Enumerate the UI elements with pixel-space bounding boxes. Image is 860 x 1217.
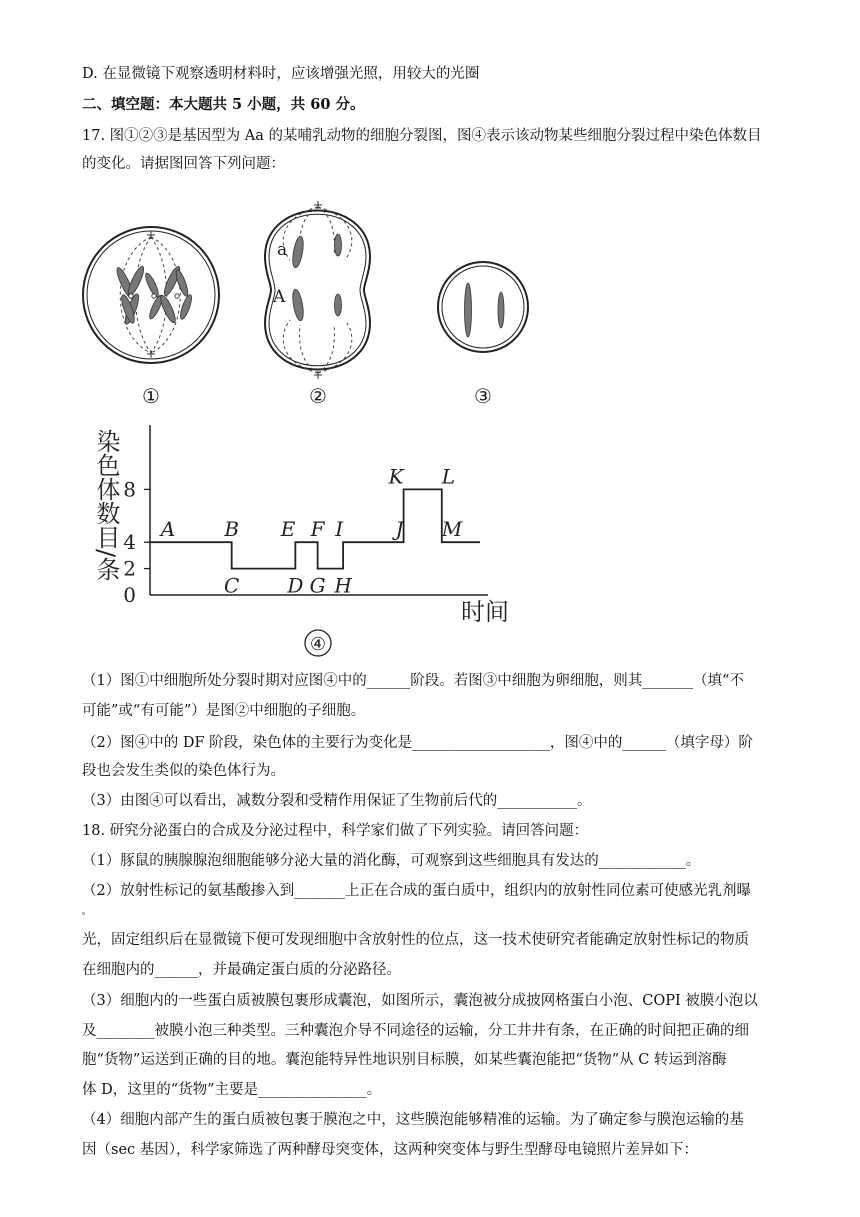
- point-label-C: C: [224, 573, 240, 598]
- point-label-D: D: [287, 573, 304, 598]
- q18-part3-cont2: 胞“货物”运送到正确的目的地。囊泡能特异性地识别目标膜，如某些囊泡能把“货物”从 C 转运到溶酶: [82, 1052, 727, 1068]
- point-label-E: E: [280, 517, 296, 542]
- cell-3-label: ③: [474, 384, 492, 408]
- q18-part2: （2）放射性标记的氨基酸掺入到_______上正在合成的蛋白质中，组织内的放射性同位素可使感光乳剂曝: [82, 883, 751, 899]
- q18-part3-cont3: 体 D，这里的“货物”主要是_______________。: [82, 1082, 382, 1098]
- cell-1-label: ①: [142, 384, 160, 408]
- cell-2-diagram: [265, 201, 370, 408]
- option-d: D. 在显微镜下观察透明材料时，应该增强光照，用较大的光圈: [82, 66, 480, 82]
- q18-part1: （1）豚鼠的胰腺腺泡细胞能够分泌大量的消化酶，可观察到这些细胞具有发达的____________。: [82, 853, 701, 869]
- point-label-H: H: [334, 573, 352, 598]
- point-label-I: I: [335, 517, 344, 542]
- point-label-B: B: [224, 517, 240, 542]
- cell-3-diagram: [438, 262, 528, 408]
- q18-part4-cont: 因（sec 基因），科学家筛选了两种酵母突变体，这两种突变体与野生型酵母电镜照片差异如下：: [82, 1142, 698, 1158]
- q17-part1: （1）图①中细胞所处分裂时期对应图④中的______阶段。若图③中细胞为卵细胞，则其_______（填“不: [82, 673, 744, 689]
- q18-part4: （4）细胞内部产生的蛋白质被包裹于膜泡之中，这些膜泡能够精准的运输。为了确定参与膜泡运输的基: [82, 1112, 744, 1128]
- point-label-G: G: [309, 573, 326, 598]
- y-tick-label: 2: [123, 556, 136, 581]
- q18-part3: （3）细胞内的一些蛋白质被膜包裹形成囊泡，如图所示，囊泡被分成披网格蛋白小泡、COPI 被膜小泡以: [82, 993, 758, 1009]
- q18-part3-cont: 及________被膜小泡三种类型。三种囊泡介导不同途径的运输，分工井井有条，在正确的时间把正确的细: [82, 1023, 749, 1039]
- q18-part2-cont2: 在细胞内的______，并最确定蛋白质的分泌路径。: [82, 962, 401, 978]
- x-axis-label: 时间: [461, 598, 509, 626]
- q17-part3: （3）由图④可以看出，减数分裂和受精作用保证了生物前后代的___________。: [82, 793, 592, 809]
- question-17-stem: 17. 图①②③是基因型为 Aa 的某哺乳动物的细胞分裂图，图④表示该动物某些细胞分裂过程中染色体数目: [82, 128, 762, 144]
- point-label-F: F: [310, 517, 325, 542]
- q18-part2-cont: 光，固定组织后在显微镜下便可发现细胞中含放射性的位点，这一技术使研究者能确定放射性标记的物质: [82, 932, 749, 948]
- point-label-J: J: [395, 517, 404, 542]
- stray-mark: [82, 912, 85, 915]
- graph-label: ④: [309, 634, 327, 655]
- point-label-M: M: [441, 517, 463, 542]
- gene-A-label: A: [273, 287, 286, 307]
- graph-label-mark: [305, 630, 331, 656]
- q17-part2-cont: 段也会发生类似的染色体行为。: [82, 763, 285, 779]
- point-label-K: K: [388, 464, 404, 489]
- cell-2-label: ②: [309, 384, 327, 408]
- point-label-L: L: [441, 464, 456, 489]
- y-tick-label: 0: [123, 583, 136, 607]
- section-heading: 二、填空题：本大题共 5 小题，共 60 分。: [82, 96, 365, 113]
- gene-a-label: a: [277, 240, 288, 260]
- question-18-stem: 18. 研究分泌蛋白的合成及分泌过程中，科学家们做了下列实验。请回答问题：: [82, 823, 589, 839]
- y-tick-label: 8: [123, 477, 136, 502]
- point-label-A: A: [160, 517, 176, 542]
- cell-1-diagram: [83, 227, 219, 408]
- chromosome-number-graph: [88, 415, 548, 665]
- q17-part1-cont: 可能”或“有可能”）是图②中细胞的子细胞。: [82, 703, 366, 719]
- question-17-stem-cont: 的变化。请据图回答下列问题：: [82, 156, 285, 172]
- y-tick-label: 4: [123, 530, 136, 555]
- y-ticks: [123, 477, 150, 607]
- point-labels: [159, 464, 463, 597]
- q17-part2: （2）图④中的 DF 阶段，染色体的主要行为变化是___________________，图④中的______（填字母）阶: [82, 735, 753, 751]
- cell-division-figures: [70, 185, 550, 420]
- y-axis-label: 染色体数目/条: [92, 429, 120, 582]
